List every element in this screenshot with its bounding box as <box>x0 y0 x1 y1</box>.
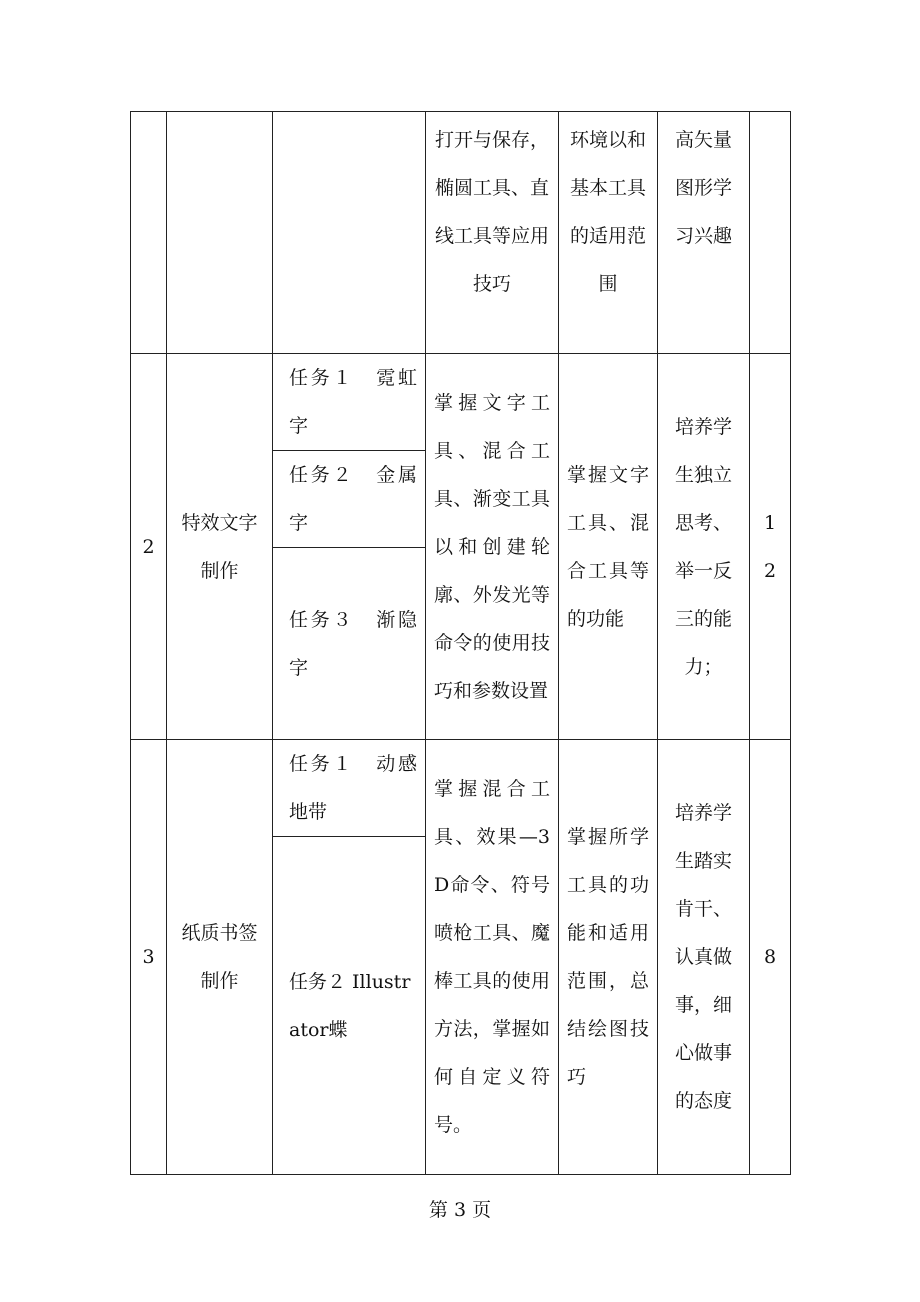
task-cell: 任务１ 霓虹字 <box>273 354 426 451</box>
knowledge-objectives: 掌握文字工具、混合工具等的功能 <box>559 354 658 740</box>
class-hours: 12 <box>750 354 791 740</box>
row-number <box>131 112 167 354</box>
task-cell: 任务２ Illustrator蝶 <box>273 837 426 1175</box>
skill-objectives: 掌握文字工具、混合工具、渐变工具以和创建轮廓、外发光等命令的使用技巧和参数设置 <box>426 354 559 740</box>
quality-objectives: 培养学生踏实肯干、认真做事，细心做事的态度 <box>658 740 750 1175</box>
class-hours: 8 <box>750 740 791 1175</box>
task-cell <box>273 112 426 354</box>
project-name: 特效文字制作 <box>167 354 273 740</box>
row-number: 2 <box>131 354 167 740</box>
skill-objectives: 打开与保存，椭圆工具、直线工具等应用技巧 <box>426 112 559 354</box>
task-cell: 任务２ 金属字 <box>273 451 426 548</box>
skill-objectives: 掌握混合工具、效果—3D命令、符号喷枪工具、魔棒工具的使用方法，掌握如何自定义符号。 <box>426 740 559 1175</box>
task-cell: 任务３ 渐隐字 <box>273 548 426 740</box>
class-hours <box>750 112 791 354</box>
curriculum-table <box>130 111 791 1175</box>
quality-objectives: 高矢量图形学习兴趣 <box>658 112 750 354</box>
table-row <box>131 354 791 451</box>
table-row <box>131 112 791 354</box>
quality-objectives: 培养学生独立思考、举一反三的能力； <box>658 354 750 740</box>
table-row <box>131 740 791 837</box>
project-name <box>167 112 273 354</box>
page-number: 第 3 页 <box>428 1199 492 1221</box>
task-cell: 任务１ 动感地带 <box>273 740 426 837</box>
knowledge-objectives: 环境以和基本工具的适用范围 <box>559 112 658 354</box>
project-name: 纸质书签制作 <box>167 740 273 1175</box>
row-number: 3 <box>131 740 167 1175</box>
knowledge-objectives: 掌握所学工具的功能和适用范围，总结绘图技巧 <box>559 740 658 1175</box>
